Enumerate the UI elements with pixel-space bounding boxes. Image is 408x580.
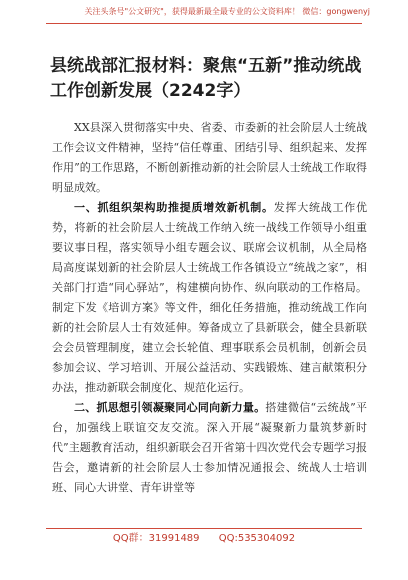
footer (0, 531, 408, 547)
header-divider (46, 23, 362, 24)
intro-paragraph: XX县深入贯彻落实中央、省委、市委新的社会阶层人士统战工作会议文件精神，坚持“信任尊重、团结引导、组织起来、发挥作用”的工作思路，不断创新推动新的社会阶层人士统战工作取得明显成效。 (52, 121, 367, 194)
footer-qq-group: QQ群：31991489 (112, 533, 200, 544)
section-1-body: 发挥大统战工作优势，将新的社会阶层人士统战工作纳入统一战线工作领导小组重要议事日程，落实领导小组专题会议、联席会议机制，从全局格局高度谋划新的社会阶层人士统战工作各镇设立“统战之家”，相关部门打造“同心驿站”，构建横向协作、纵向联动的工作格局。制定下发《培训方案》等文件，细化任务措施，推动统战工作向新的社会阶层人士有效延伸。筹备成立了县新联会，健全县新联会会员管理制度，建立会长轮值、理事联系会员机制，创新会员参加会议、学习培训、开展公益活动、实践锻炼、建言献策积分办法，推动新联会制度化、规范化运行。 (52, 201, 367, 394)
section-2-paragraph (52, 398, 367, 498)
footer-qq-contact: QQ:535304092 (218, 533, 296, 544)
document-body (52, 118, 367, 498)
section-2-heading: 二、抓思想引领凝聚同心同向新力量。 (74, 401, 266, 414)
footer-divider (46, 528, 362, 529)
section-1-paragraph (52, 198, 367, 398)
section-2-body: 搭建微信“云统战”平台，加强线上联谊交友交流。深入开展“凝聚新力量筑梦新时代”主题教育活动，组织新联会召开省第十四次党代会专题学习报告会，邀请新的社会阶层人士参加情况通报会、统战人士培训班、同心大讲堂、青年讲堂等 (52, 401, 368, 494)
document-title: 县统战部汇报材料：聚焦“五新”推动统战工作创新发展（2242字） (50, 56, 362, 101)
section-1-heading: 一、抓组织架构助推提质增效新机制。 (74, 201, 274, 214)
header-banner: 关注头条号"公文研究"，获得最新最全最专业的公文资料库！ 微信：gongwenyj (84, 7, 370, 16)
